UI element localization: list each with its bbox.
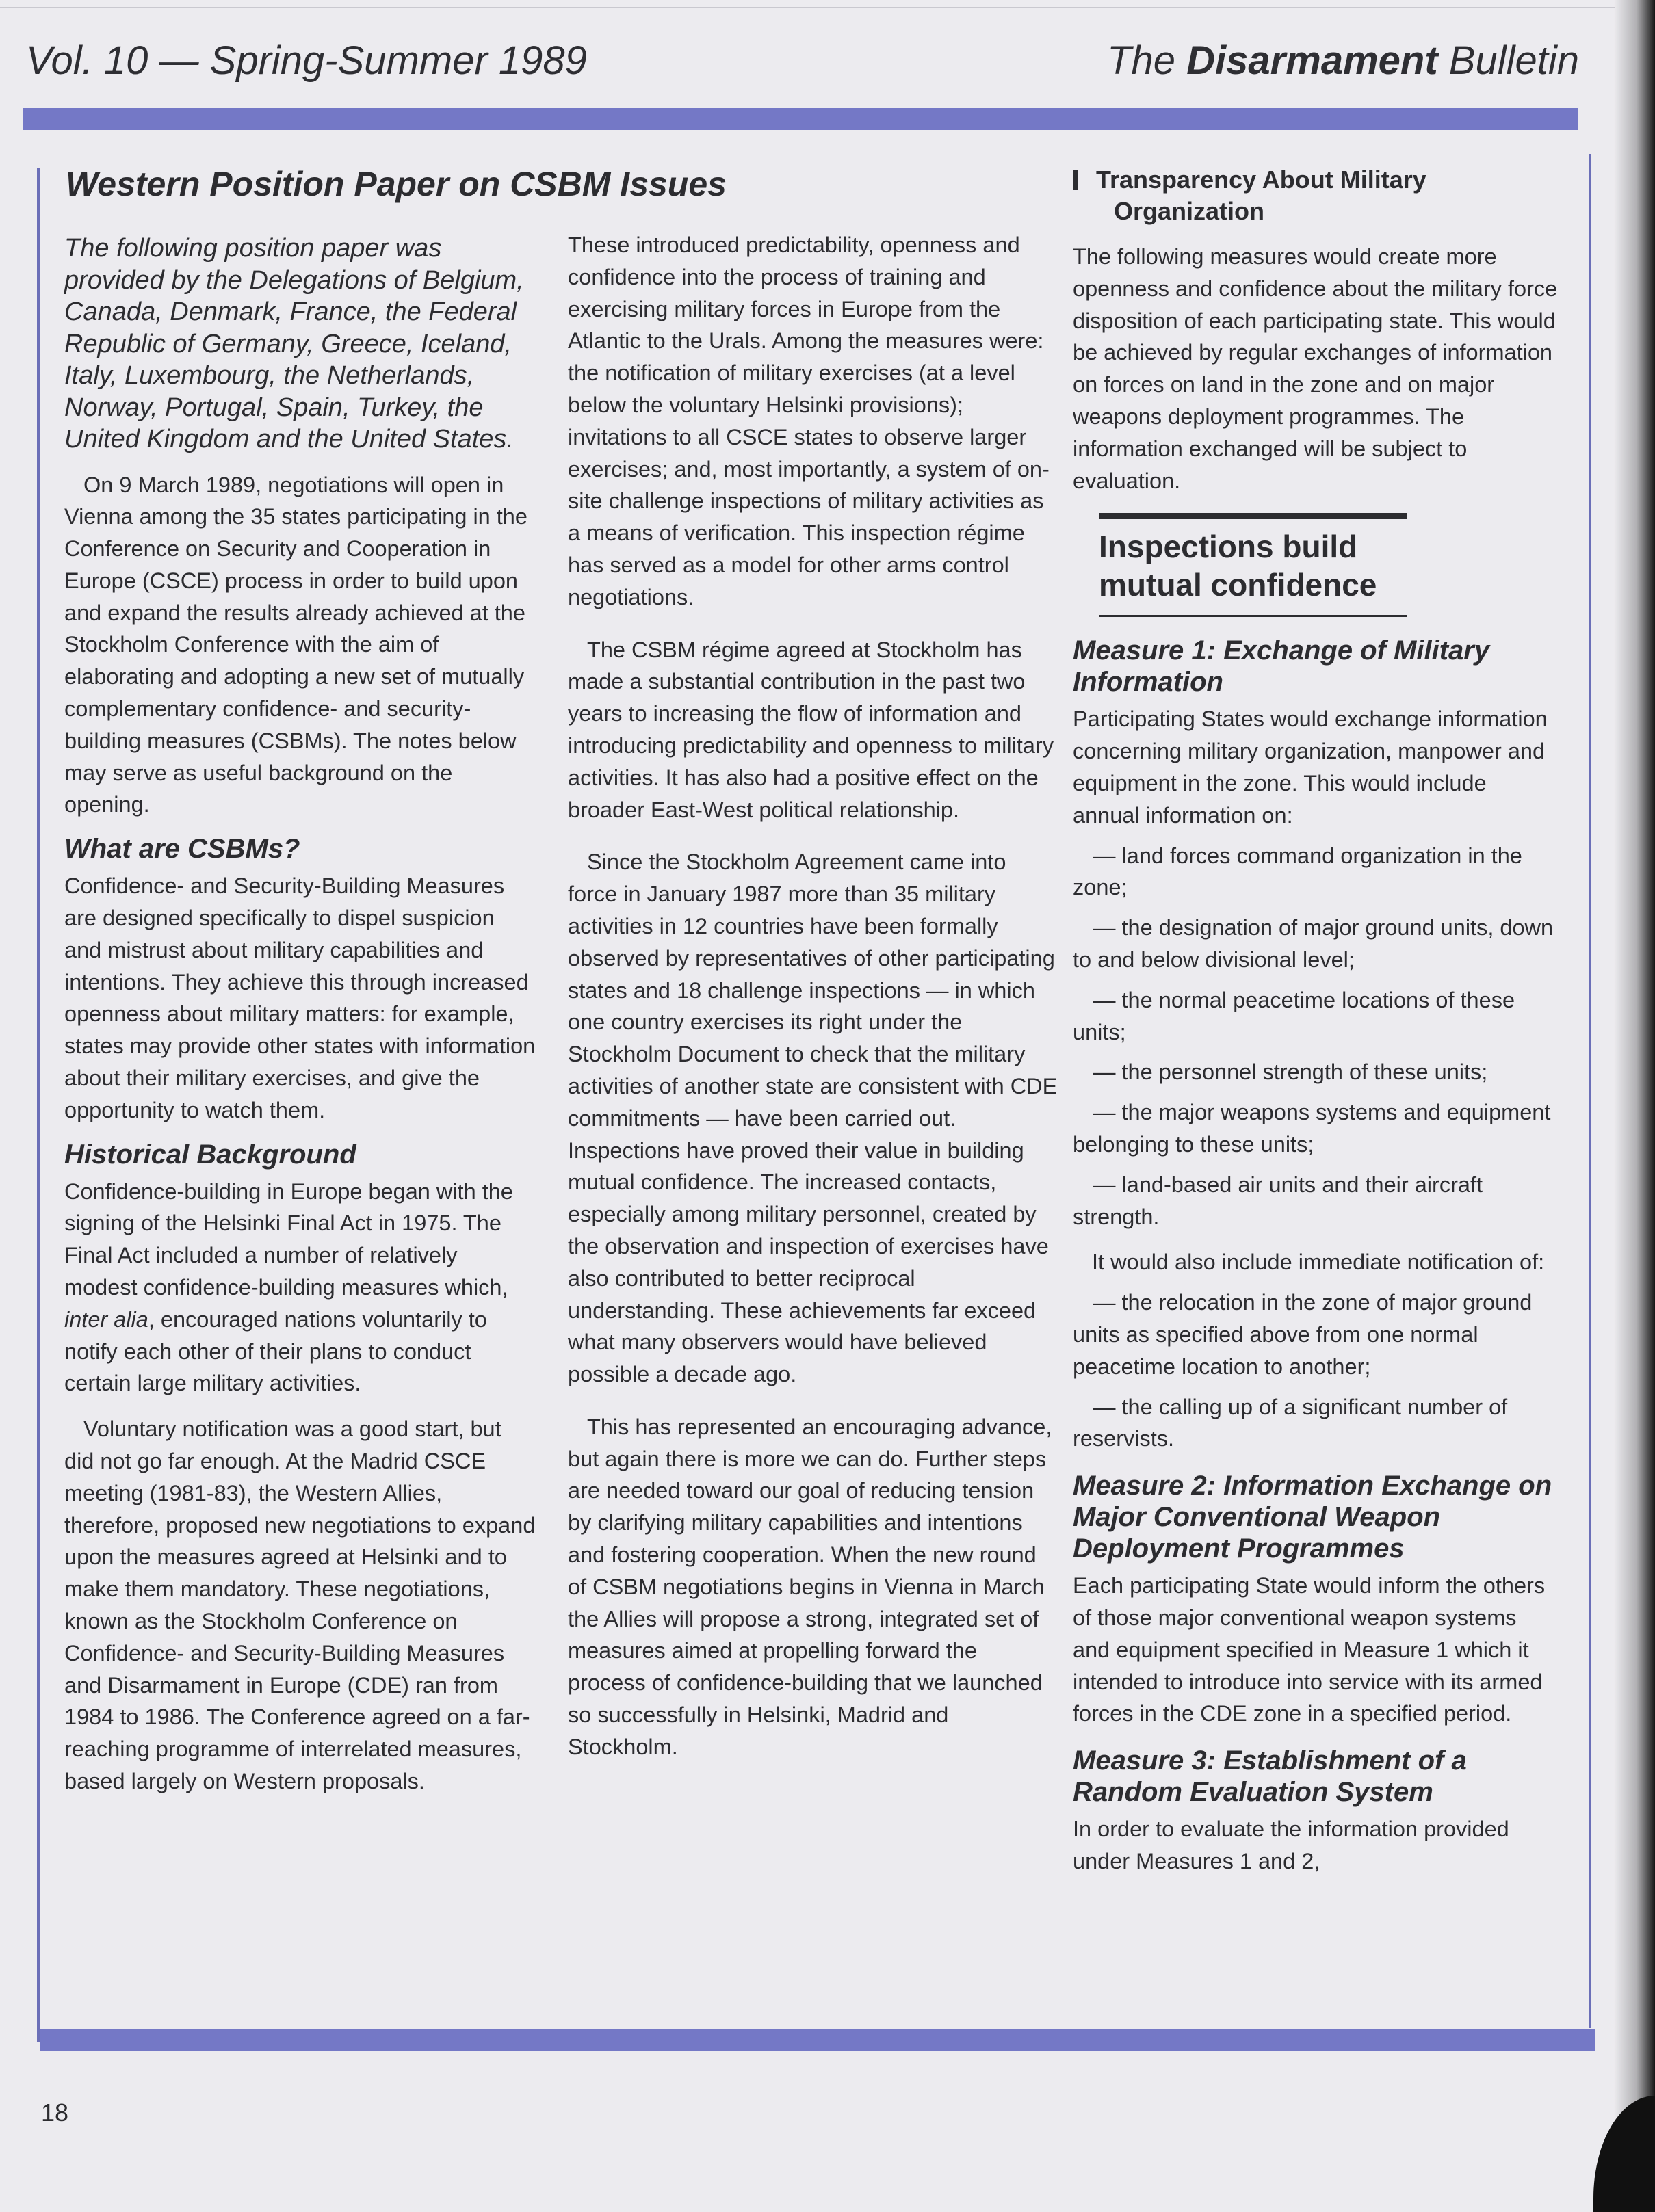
left-column-rule [37,168,40,2042]
page-number: 18 [41,2098,69,2127]
list-item: — the major weapons systems and equipment belonging to these units; [1073,1100,1551,1157]
paragraph-col2-4: This has represented an encouraging advance, but again there is more we can do. Further steps are needed toward our goal of reducing tension by clarifying military capabilities and intentions and fostering cooperation. When the new round of CSBM negotiations begins in Vienna in March the Allies will propose a strong, integrated set of measures aimed at propelling forward the process of confidence-building that we launched so successfully in Helsinki, Madrid and Stockholm. [568,1414,1052,1759]
list-item: — the personnel strength of these units; [1093,1059,1488,1085]
bottom-color-band [40,2029,1595,2051]
paragraph-col2-2: The CSBM régime agreed at Stockholm has made a substantial contribution in the past two years to increasing the flow of information and introducing predictability and openness to military activities. It has also had a positive effect on the broader East-West political relationship. [568,637,1054,822]
list-item: — the normal peacetime locations of these units; [1073,987,1515,1044]
history-1-emphasis: inter alia [64,1306,148,1332]
right-column-rule [1589,154,1591,2028]
page-corner-shadow [1593,2096,1655,2212]
issue-line: Vol. 10 — Spring-Summer 1989 [26,38,587,83]
paragraph-measure-2: Each participating State would inform the others of those major conventional weapon systems and equipment specified in Measure 1 which it intended to introduce into service with its armed forces in the CDE zone in a specified period. [1073,1573,1546,1726]
history-1-part-b: , encouraged nations voluntarily to notify each other of their plans to conduct certain large military activities. [64,1306,487,1396]
article-title: Western Position Paper on CSBM Issues [66,165,727,203]
heading-measure-1: Measure 1: Exchange of Military Information [1073,635,1490,698]
column-3 [1073,164,1559,1878]
paragraph-measure-3: In order to evaluate the information provided under Measures 1 and 2, [1073,1817,1509,1873]
paragraph-transparency: The following measures would create more openness and confidence about the military force disposition of each participating state. This would be achieved by regular exchanges of information on forces on land in the zone and on major weapons deployment programmes. The information exchanged will be subject to evaluation. [1073,244,1558,493]
top-color-band [23,108,1578,130]
paragraph-opening: On 9 March 1989, negotiations will open in Vienna among the 35 states participating in the Conference on Security and Cooperation in Europe (CSCE) process in order to build upon and expand the results already achieved at the Stockholm Conference with the aim of elaborating and adopting a new set of mutually complementary confidence- and security-building measures (CSBMs). The notes below may serve as useful background on the opening. [64,472,527,817]
paragraph-measure-1-b: It would also include immediate notification of: [1092,1250,1545,1275]
heading-measure-2: Measure 2: Information Exchange on Major Conventional Weapon Deployment Programmes [1073,1471,1552,1564]
masthead-prefix: The [1107,38,1176,83]
heading-measure-3: Measure 3: Establishment of a Random Evaluation System [1073,1746,1467,1808]
paragraph-col2-3: Since the Stockholm Agreement came into force in January 1987 more than 35 military activities in 12 countries have been formally observed by representatives of other participating states and 18 challenge inspections — in which one country exercises its right under the Stockholm Document to check that the military activities of another state are consistent with CDE commitments — have been carried out. Inspections have proved their value in building mutual confidence. The increased contacts, especially among military personnel, created by the observation and inspection of exercises have also contributed to better reciprocal understanding. These achievements far exceed what many observers would have believed possible a decade ago. [568,850,1058,1387]
heading-what-are-csbms: What are CSBMs? [64,834,300,865]
masthead [1107,38,1579,83]
masthead-bold: Disarmament [1186,38,1438,83]
heading-historical-background: Historical Background [64,1139,356,1170]
list-item: — land forces command organization in the zone; [1073,843,1522,900]
paragraph-col2-1: These introduced predictability, openness and confidence into the process of training and exercising military forces in Europe from the Atlantic to the Urals. Among the measures were: the notification of military exercises (at a level below the voluntary Helsinki provisions); invitations to all CSCE states to observe larger exercises; and, most importantly, a system of on-site challenge inspections of military activities as a means of verification. This inspection régime has served as a model for other arms control negotiations. [568,233,1050,609]
article-intro: The following position paper was provided by the Delegations of Belgium, Canada, Denmark, France, the Federal Republic of Germany, Greece, Iceland, Italy, Luxembourg, the Netherlands, Norway, Portugal, Spain, Turkey, the United Kingdom and the United States. [64,234,524,453]
page-edge-shadow [1614,0,1655,2212]
heading-transparency-text: Transparency About Military Organization [1096,166,1426,225]
masthead-suffix: Bulletin [1448,38,1579,83]
measure-1-list-b [1073,1287,1559,1455]
column-1 [64,161,536,1798]
paragraph-history-2: Voluntary notification was a good start, but did not go far enough. At the Madrid CSCE meeting (1981-83), the Western Allies, therefore, proposed new negotiations to expand upon the measures agreed at Helsinki and to make them mandatory. These negotiations, known as the Stockholm Conference on Confidence- and Security-Building Measures and Disarmament in Europe (CDE) ran from 1984 to 1986. The Conference agreed on a far-reaching programme of interrelated measures, based largely on Western proposals. [64,1417,536,1793]
list-item: — land-based air units and their aircraft strength. [1073,1172,1483,1229]
paragraph-what-are-csbms: Confidence- and Security-Building Measures are designed specifically to dispel suspicion and mistrust about military capabilities and intentions. They achieve this through increased openness about military matters: for example, states may provide other states with information about their military exercises, and give the opportunity to watch them. [64,873,536,1122]
history-1-part-a: Confidence-building in Europe began with the signing of the Helsinki Final Act in 1975. The Final Act included a number of relatively modest confidence-building measures which, [64,1179,513,1300]
list-item: — the relocation in the zone of major ground units as specified above from one normal peacetime location to another; [1073,1290,1533,1379]
paragraph-measure-1: Participating States would exchange information concerning military organization, manpower and equipment in the zone. This would include annual information on: [1073,707,1548,828]
list-item: — the designation of major ground units, down to and below divisional level; [1073,915,1554,972]
heading-transparency [1073,164,1559,227]
section-bar-icon [1073,170,1078,190]
column-2 [568,229,1060,1763]
paragraph-history-1 [64,1176,536,1400]
page-header [26,38,1579,92]
measure-1-list [1073,840,1559,1233]
list-item: — the calling up of a significant number of reservists. [1073,1394,1508,1451]
pull-quote: Inspections build mutual confidence [1099,513,1407,617]
top-rule [0,7,1615,8]
